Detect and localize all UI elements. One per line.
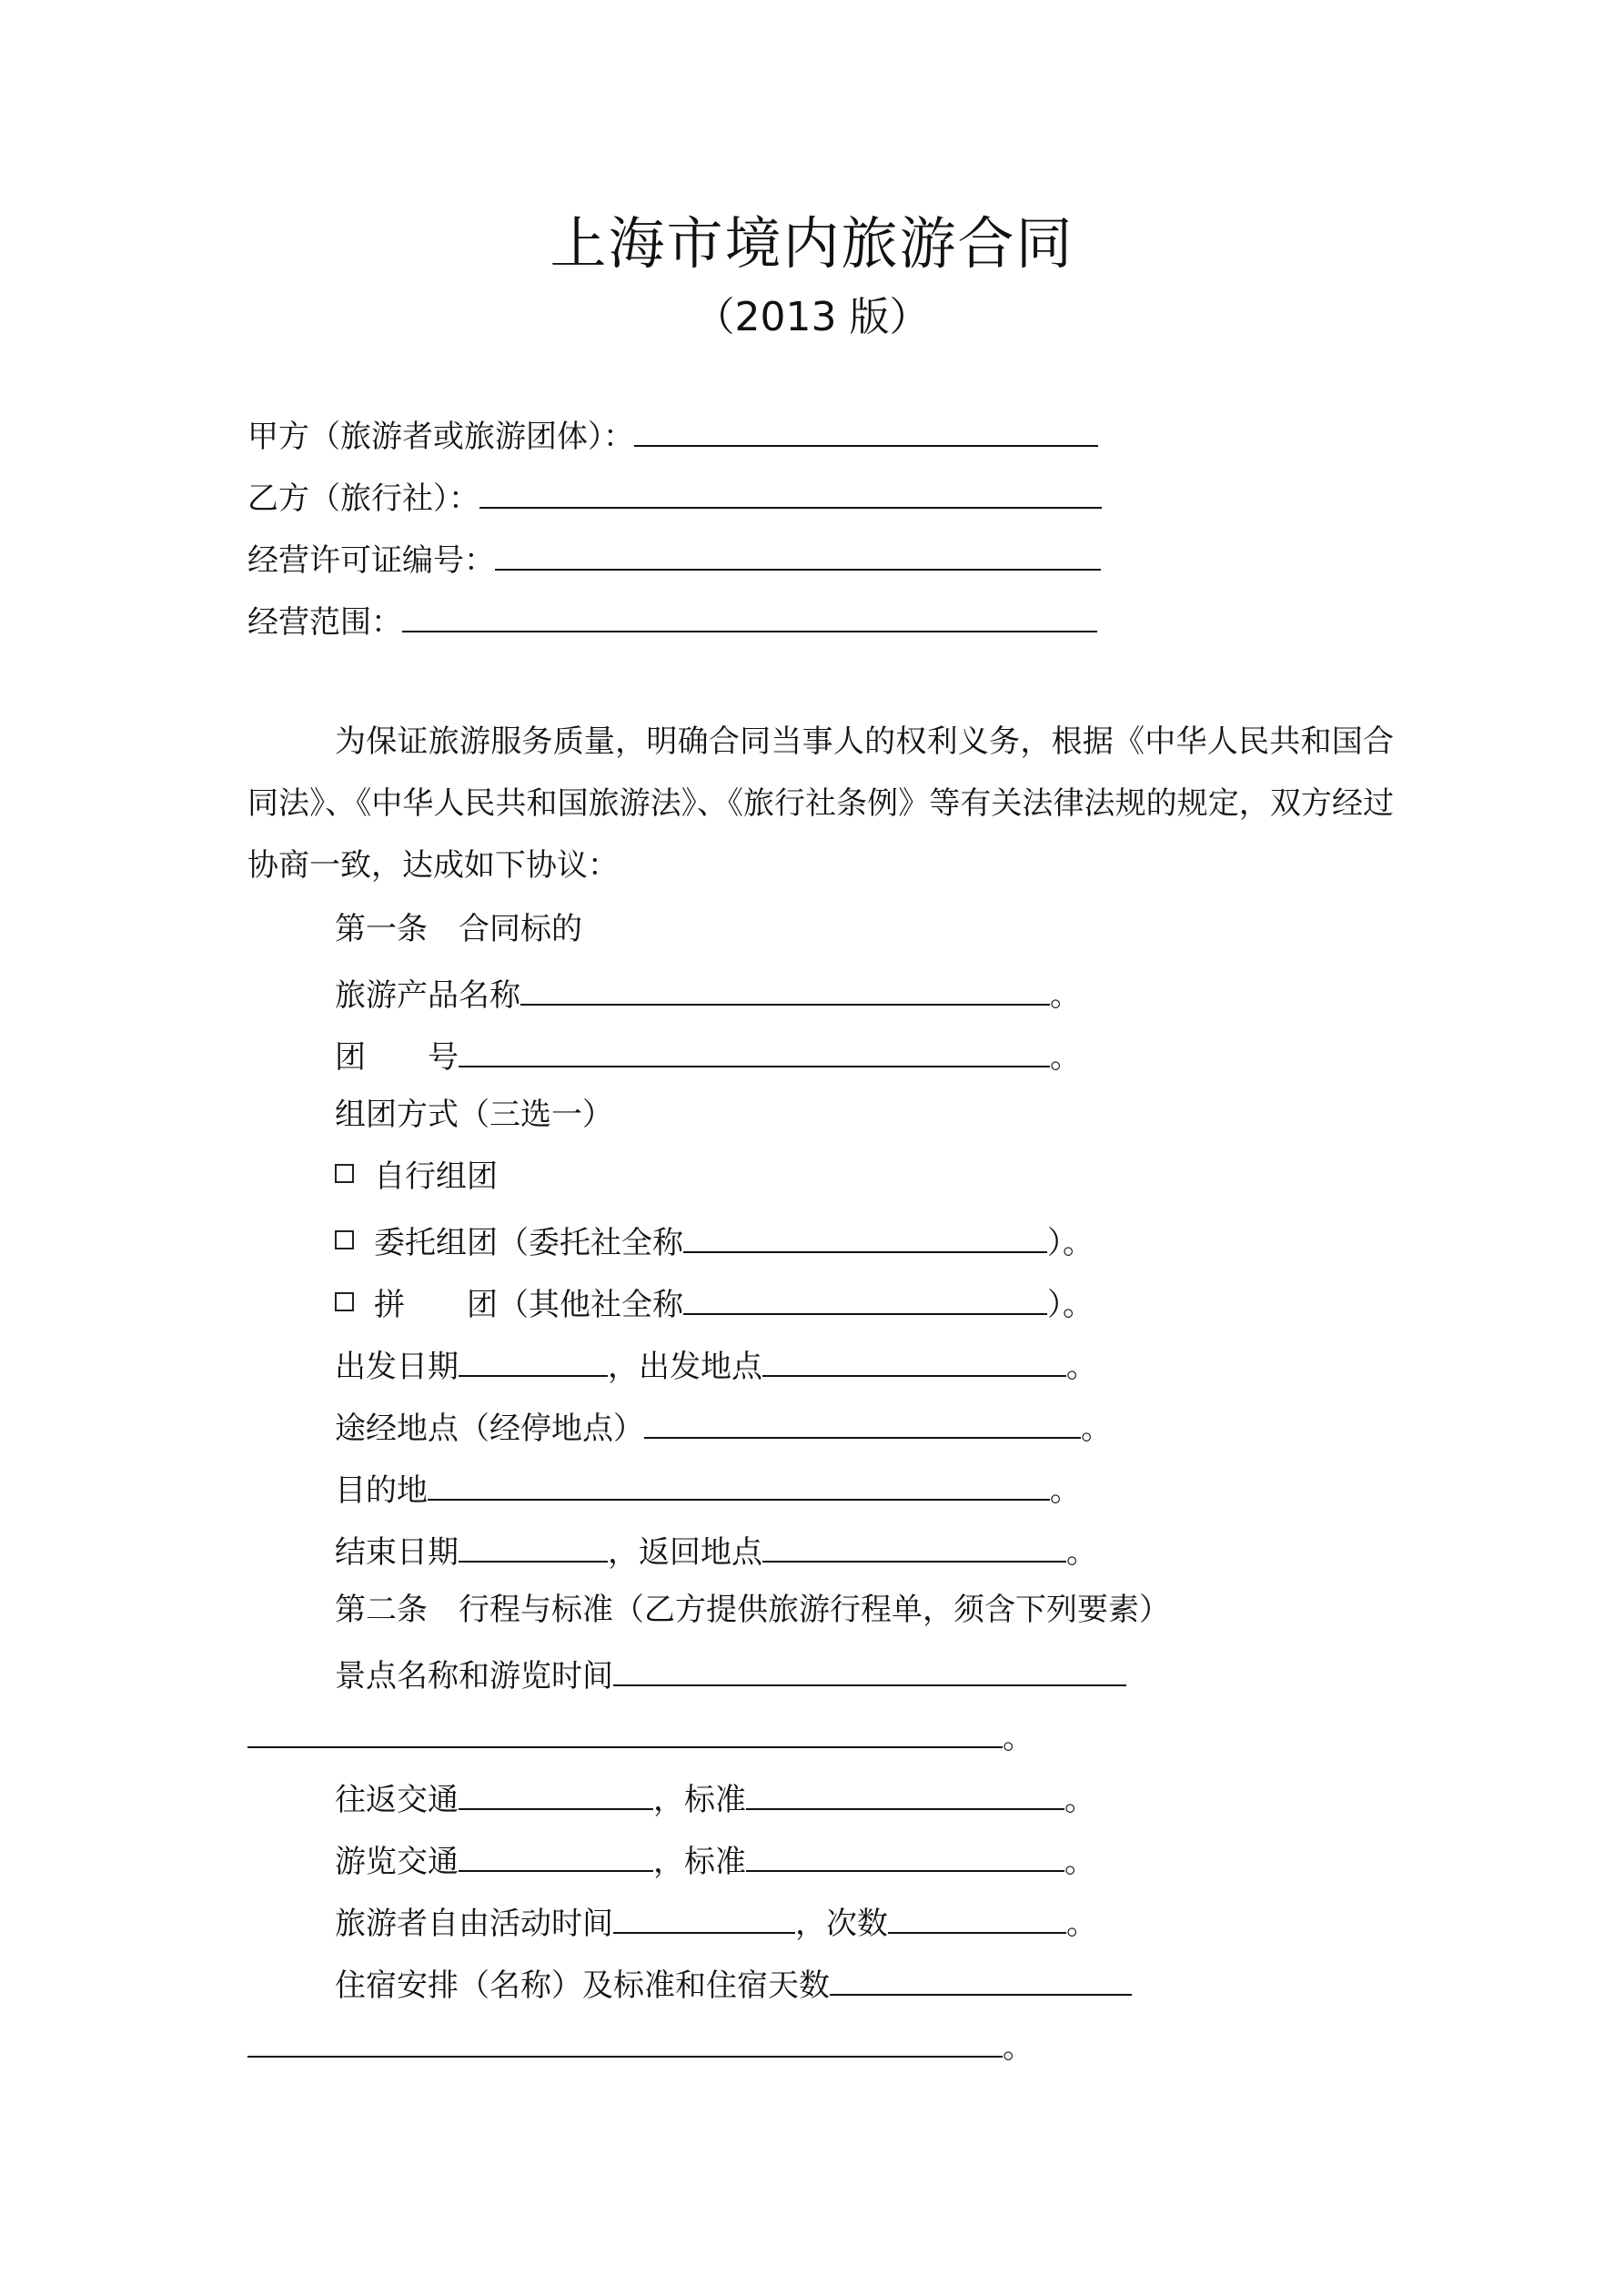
- lodging-field[interactable]: [830, 1963, 1132, 1996]
- product-name-label: 旅游产品名称: [335, 977, 520, 1014]
- via-row: [335, 1406, 1112, 1447]
- document-subtitle: （2013 版）: [694, 294, 930, 340]
- period-mark: 。: [1050, 1472, 1081, 1509]
- document-title: 上海市境内旅游合同: [550, 210, 1074, 277]
- option-combined-checkbox[interactable]: [335, 1292, 354, 1311]
- period-mark: 。: [1003, 2029, 1034, 2066]
- entrust-agency-field[interactable]: [683, 1220, 1047, 1253]
- tour-transport-field[interactable]: [459, 1839, 653, 1872]
- party-b-field[interactable]: [479, 476, 1102, 509]
- sights-field[interactable]: [613, 1654, 1126, 1686]
- count-label: ，次数: [795, 1906, 888, 1942]
- return-place-label: ，返回地点: [608, 1534, 762, 1571]
- depart-date-field[interactable]: [459, 1344, 608, 1377]
- period-mark: 。: [1003, 1720, 1034, 1756]
- period-mark: 。: [1066, 1534, 1097, 1571]
- option-entrust-label: 委托组团（委托社全称: [374, 1225, 683, 1261]
- sights-label: 景点名称和游览时间: [335, 1658, 613, 1694]
- departure-row: [335, 1344, 1097, 1385]
- free-time-field[interactable]: [613, 1901, 795, 1934]
- party-a-label: 甲方（旅游者或旅游团体）：: [247, 419, 634, 455]
- preamble-paragraph: 为保证旅游服务质量，明确合同当事人的权利义务，根据《中华人民共和国合同法》、《中华人民共和国旅游法》、《旅行社条例》等有关法律法规的规定，双方经过协商一致，达成如下协议：: [247, 723, 1394, 884]
- tour-transport-row: [335, 1839, 1095, 1880]
- depart-place-label: ，出发地点: [608, 1349, 762, 1385]
- close-paren: ）。: [1047, 1287, 1094, 1323]
- transport-row: [335, 1777, 1095, 1818]
- count-field[interactable]: [888, 1901, 1066, 1934]
- product-name-field[interactable]: [520, 973, 1050, 1006]
- tour-standard-label: ，标准: [653, 1844, 746, 1880]
- period-mark: 。: [1050, 977, 1081, 1014]
- group-no-label: 团 号: [335, 1039, 459, 1076]
- option-self-label: 自行组团: [374, 1158, 498, 1195]
- product-name-row: [335, 973, 1081, 1014]
- transport-standard-label: ，标准: [653, 1782, 746, 1818]
- end-date-label: 结束日期: [335, 1534, 459, 1571]
- scope-label: 经营范围：: [247, 604, 402, 641]
- via-field[interactable]: [644, 1406, 1081, 1439]
- destination-field[interactable]: [428, 1468, 1050, 1501]
- article2-heading: 第二条 行程与标准（乙方提供旅游行程单，须含下列要素）: [335, 1592, 1170, 1628]
- return-place-field[interactable]: [762, 1530, 1066, 1563]
- period-mark: 。: [1066, 1906, 1097, 1942]
- depart-place-field[interactable]: [762, 1344, 1066, 1377]
- sights-continuation-field[interactable]: [247, 1715, 1003, 1748]
- period-mark: 。: [1066, 1349, 1097, 1385]
- via-label: 途经地点（经停地点）: [335, 1411, 644, 1447]
- option-self-row[interactable]: [335, 1158, 498, 1195]
- article1-heading: 第一条 合同标的: [335, 911, 582, 947]
- combined-agency-field[interactable]: [683, 1282, 1047, 1315]
- party-b-label: 乙方（旅行社）：: [247, 480, 479, 517]
- option-self-checkbox[interactable]: [335, 1164, 354, 1183]
- period-mark: 。: [1081, 1411, 1112, 1447]
- option-entrust-checkbox[interactable]: [335, 1230, 354, 1249]
- period-mark: 。: [1050, 1039, 1081, 1076]
- transport-label: 往返交通: [335, 1782, 459, 1818]
- party-a-row: [247, 414, 1098, 455]
- end-row: [335, 1530, 1097, 1571]
- scope-field[interactable]: [402, 600, 1097, 632]
- group-method-label: 组团方式（三选一）: [335, 1097, 613, 1133]
- license-row: [247, 538, 1101, 579]
- sights-continuation-row: [247, 1715, 1034, 1756]
- period-mark: 。: [1064, 1844, 1095, 1880]
- scope-row: [247, 600, 1097, 641]
- license-label: 经营许可证编号：: [247, 542, 495, 579]
- depart-date-label: 出发日期: [335, 1349, 459, 1385]
- party-a-field[interactable]: [634, 414, 1098, 447]
- license-field[interactable]: [495, 538, 1101, 571]
- tour-transport-label: 游览交通: [335, 1844, 459, 1880]
- option-entrust-row[interactable]: [335, 1220, 1094, 1261]
- option-combined-label: 拼 团（其他社全称: [374, 1287, 683, 1323]
- lodging-continuation-field[interactable]: [247, 2025, 1003, 2058]
- group-no-field[interactable]: [459, 1035, 1050, 1067]
- close-paren: ）。: [1047, 1225, 1094, 1261]
- transport-standard-field[interactable]: [746, 1777, 1064, 1810]
- free-time-row: [335, 1901, 1097, 1942]
- party-b-row: [247, 476, 1102, 517]
- period-mark: 。: [1064, 1782, 1095, 1818]
- lodging-continuation-row: [247, 2025, 1034, 2066]
- lodging-row: [335, 1963, 1132, 2004]
- transport-field[interactable]: [459, 1777, 653, 1810]
- sights-row: [335, 1654, 1126, 1694]
- group-no-row: [335, 1035, 1081, 1076]
- tour-standard-field[interactable]: [746, 1839, 1064, 1872]
- lodging-label: 住宿安排（名称）及标准和住宿天数: [335, 1967, 830, 2004]
- free-time-label: 旅游者自由活动时间: [335, 1906, 613, 1942]
- end-date-field[interactable]: [459, 1530, 608, 1563]
- destination-row: [335, 1468, 1081, 1509]
- destination-label: 目的地: [335, 1472, 428, 1509]
- option-combined-row[interactable]: [335, 1282, 1094, 1323]
